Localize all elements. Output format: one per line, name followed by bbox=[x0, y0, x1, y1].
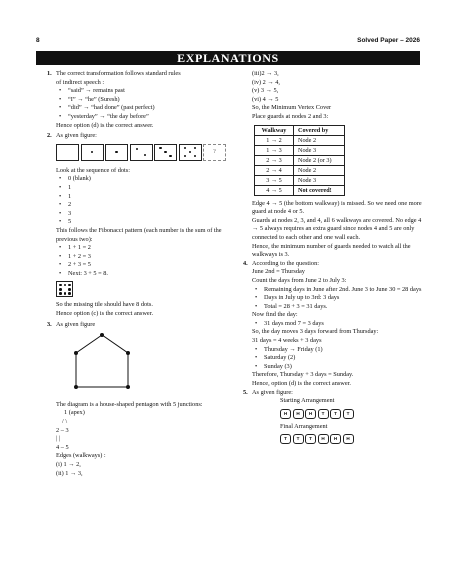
paper-title: Solved Paper – 2026 bbox=[357, 37, 420, 44]
question-number: 5. bbox=[243, 388, 248, 396]
coin-chip: T bbox=[293, 434, 304, 444]
list-item: • Total = 28 + 3 = 31 days. bbox=[252, 303, 424, 312]
list-item: • Saturday (2) bbox=[252, 354, 424, 363]
table-row: 4 → 5 Not covered! bbox=[255, 185, 345, 195]
dot-tile bbox=[130, 144, 153, 161]
walkway-table bbox=[254, 125, 345, 196]
question-number: 4. bbox=[243, 259, 248, 267]
coin-chip: T bbox=[330, 409, 341, 419]
dot-tile bbox=[154, 144, 177, 161]
list-item: • “yesterday” → “the day before” bbox=[56, 113, 234, 122]
question-number: 2. bbox=[47, 132, 52, 140]
coin-chip: T bbox=[343, 409, 354, 419]
dot-tile bbox=[81, 144, 104, 161]
question-1: 1. The correct transformation follows standard rules of indirect speech : • “said” → remains past • “I” → “he” (Suresh) • “did” → “had done” (past perfect) • “yesterday” → “the day before” Hence option (d) is the correct answer. bbox=[56, 70, 234, 130]
question-number: 1. bbox=[47, 70, 52, 77]
question-number: 3. bbox=[47, 320, 52, 328]
list-item: • Days in July up to 3rd: 3 days bbox=[252, 294, 424, 303]
list-item: • Thursday → Friday (1) bbox=[252, 346, 424, 355]
left-column bbox=[47, 70, 234, 478]
missing-tile: ? bbox=[203, 144, 226, 161]
coin-chip: T bbox=[280, 434, 291, 444]
list-item: • 2 + 3 = 5 bbox=[56, 261, 234, 270]
question-4: 4. According to the question: June 2nd = Thursday Count the days from June 2 to July 3: • Remaining days in June after 2nd. June 3 to June 30 = 28 days • Days in July up to 3rd: 3 days • Total = 28 + 3 = 31 days. Now find the day: • 31 days mod 7 = 3 days So, the day moves 3 days forward from Thursday: 31 days = 4 weeks + 3 days • Thursday → Friday (1) • Saturday (2) • Sunday (3) Therefore, Thursday + 3 days = Sunday. Hence, option (d) is the correct answer. bbox=[252, 260, 424, 389]
coin-chip: H bbox=[318, 434, 329, 444]
answer-line: Hence, option (d) is the correct answer. bbox=[252, 380, 351, 388]
coin-chip: T bbox=[305, 434, 316, 444]
dot-tile bbox=[105, 144, 128, 161]
list-item: • Remaining days in June after 2nd. June 3 to June 30 = 28 days bbox=[252, 286, 424, 295]
list-item: • Sunday (3) bbox=[252, 363, 424, 372]
coin-chip: T bbox=[318, 409, 329, 419]
coin-chip: H bbox=[305, 409, 316, 419]
coin-chip: H bbox=[293, 409, 304, 419]
coin-chip: H bbox=[343, 434, 354, 444]
page-header bbox=[36, 37, 420, 49]
coin-chip: H bbox=[280, 409, 291, 419]
list-item: • 3 bbox=[56, 210, 234, 219]
eight-dot-tile bbox=[56, 281, 73, 297]
question-3: 3. As given figure The diagram is a house-shaped pentagon with 5 junctions: 1 (apex) / \ 2 – 3 | | 4 – 5 Edges (walkways) : (i) 1 → 2, (ii) 1 → 3, bbox=[47, 320, 203, 477]
answer-line: Hence option (d) is the correct answer. bbox=[56, 121, 154, 129]
answer-line: Hence option (c) is the correct answer. bbox=[56, 310, 154, 318]
table-row: 2 → 3 Node 2 (or 3) bbox=[255, 155, 345, 165]
list-item: • “I” → “he” (Suresh) bbox=[56, 96, 234, 105]
table-row: 1 → 3 Node 3 bbox=[255, 145, 345, 155]
table-row: 2 → 4 Node 2 bbox=[255, 165, 345, 175]
list-item: • 1 + 2 = 3 bbox=[56, 253, 234, 262]
list-item: • 31 days mod 7 = 3 days bbox=[252, 320, 424, 329]
question-5: 5. As given figure: Starting Arrangement H H H T T T Final Arrangement T T T H H H bbox=[252, 389, 424, 445]
explanations-banner: EXPLANATIONS bbox=[36, 51, 420, 65]
dot-tile bbox=[56, 144, 79, 161]
coin-chip: H bbox=[330, 434, 341, 444]
list-item: • 5 bbox=[56, 218, 234, 227]
right-column: (iii)2 → 3, (iv) 2 → 4, (v) 3 → 5, (vi) 4 → 5 So, the Minimum Vertex Cover Place guards at nodes 2 and 3: Walkway Covered by 1 → 2 Node 2 1 → 3 Node 3 2 → 3 Node 2 (or 3) 2 → 4 Node 2 3 → 5 Node 3 4 → 5 Not covered! Edge 4 → 5 (the bottom walkway) is missed. So we need one more guard at node 4 or 5. Guards at nodes 2, 3, and 4, all 6 walkways are covered. No edge 4 → 5 always requires an extra guard since nodes 4 and 5 are only connected to each other and one wall each. Hence, the minimum number of guards needed to watch all the walkways is 3. 4. According to the question: June 2nd = Thursday Count the days from June 2 to July 3: • Remaining days in June after 2nd. June 3 to June 30 = 28 days • Days in July up to 3rd: 3 days • Total = 28 + 3 = 31 days. Now find the day: • 31 days mod 7 = 3 days So, the day moves 3 days forward from Thursday: 31 days = 4 weeks + 3 days • Thursday → Friday (1) • Saturday (2) • Sunday (3) Therefore, Thursday + 3 days = Sunday. Hence, option (d) is the correct answer. 5. As given figure: Starting Arrangement H H H T T T Final Arrangement T T T H H H bbox=[252, 70, 424, 448]
starting-arrangement bbox=[280, 409, 424, 419]
list-item: • 1 bbox=[56, 193, 234, 202]
list-item: • 0 (blank) bbox=[56, 175, 234, 184]
list-item: • 1 + 1 = 2 bbox=[56, 244, 234, 253]
list-item: • 1 bbox=[56, 184, 234, 193]
question-2: 2. As given figure: ? Look at the sequence of dots: • 0 (blank) • 1 • 1 • 2 • 3 • 5 This follows the Fibonacci pattern (each number is the sum of the previous two): • 1 + 1 = 2 • 1 + 2 = 3 • 2 + 3 = 5 • Next: 3 + 5 = 8. So the missing tile should have 8 dots. Hence option (c) is the correct answer. bbox=[56, 132, 234, 319]
list-item: • 2 bbox=[56, 201, 234, 210]
page-number: 8 bbox=[36, 37, 40, 44]
table-row: 1 → 2 Node 2 bbox=[255, 135, 345, 145]
dot-tiles-figure bbox=[56, 144, 234, 161]
final-arrangement bbox=[280, 434, 424, 444]
table-header-row: Walkway Covered by bbox=[255, 125, 345, 135]
house-pentagon-diagram bbox=[66, 331, 136, 393]
table-row: 3 → 5 Node 3 bbox=[255, 175, 345, 185]
dot-tile bbox=[179, 144, 202, 161]
list-item: • Next: 3 + 5 = 8. bbox=[56, 270, 234, 279]
list-item: • “said” → remains past bbox=[56, 87, 234, 96]
list-item: • “did” → “had done” (past perfect) bbox=[56, 104, 234, 113]
